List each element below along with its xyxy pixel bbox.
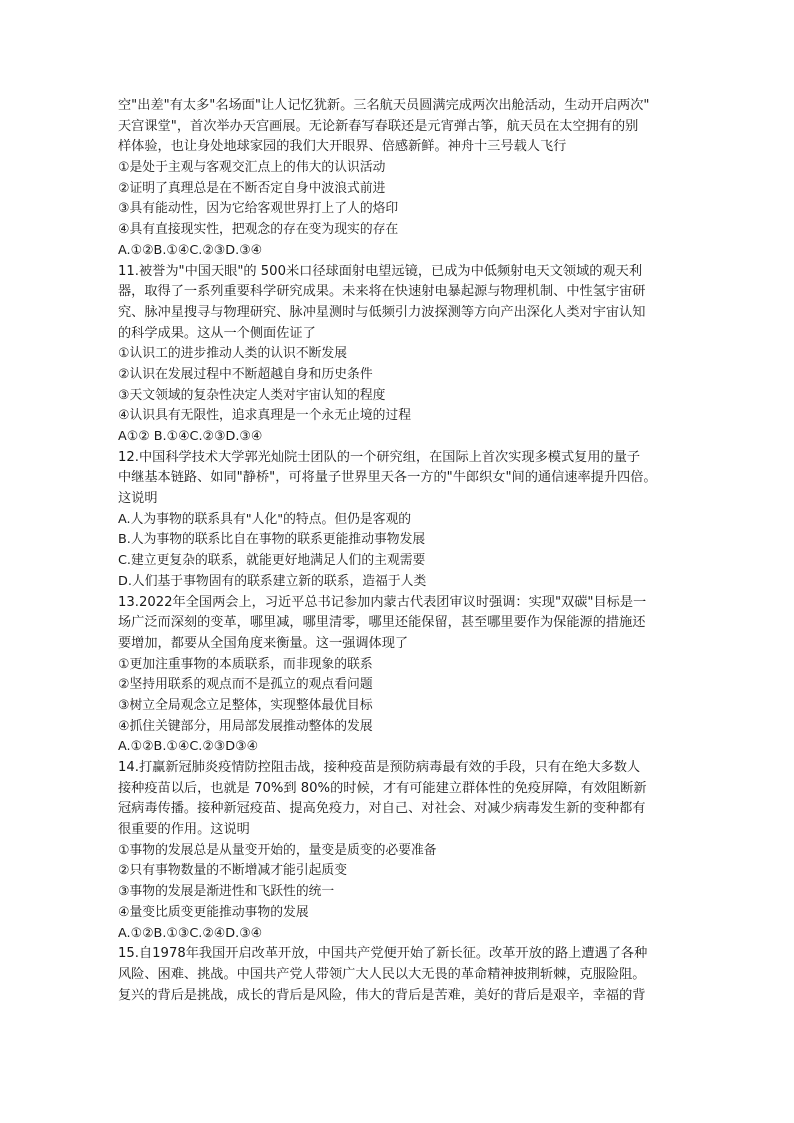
answer-option-line: ③天文领域的复杂性决定人类对宇宙认知的程度 <box>118 387 386 403</box>
question-text-line: 器，取得了一系列重要科学研究成果。未来将在快速射电暴起源与物理机制、中性氢宇宙研 <box>118 284 646 300</box>
answer-option-line: ②认识在发展过程中不断超越自身和历史条件 <box>118 366 373 382</box>
answer-option-line: C.建立更复杂的联系，就能更好地满足人们的主观需要 <box>118 553 426 569</box>
answer-option-line: A.①②B.①③C.②④D.③④ <box>118 925 263 941</box>
answer-option-line: ①是处于主观与客观交汇点上的伟大的认识活动 <box>118 160 386 176</box>
question-text-line: 12.中国科学技术大学郭光灿院士团队的一个研究组，在国际上首次实现多模式复用的量子 <box>118 449 641 465</box>
answer-option-line: A①② B.①④C.②③D.③④ <box>118 429 263 444</box>
answer-option-line: B.人为事物的联系比自在事物的联系更能推动事物发展 <box>118 532 426 548</box>
answer-option-line: ③具有能动性，因为它给客观世界打上了人的烙印 <box>118 201 399 217</box>
answer-option-line: ②只有事物数量的不断增减才能引起质变 <box>118 863 348 879</box>
answer-option-line: A.①②B.①④C.②③D③④ <box>118 739 259 755</box>
question-text-line: 要增加，都要从全国角度来衡量。这一强调体现了 <box>118 635 409 651</box>
answer-option-line: D.人们基于事物固有的联系建立新的联系，造福于人类 <box>118 573 427 589</box>
question-text-line: 复兴的背后是挑战，成长的背后是风险，伟大的背后是苦难，美好的背后是艰辛，幸福的背 <box>118 987 646 1003</box>
question-text-line: 接种疫苗以后，也就是 70%到 80%的时候，才有可能建立群体性的免疫屏障，有效阻断新 <box>118 780 647 796</box>
question-text-line: 中继基本链路、如同"静桥"，可将量子世界里天各一方的"牛郎织女"间的通信速率提升四倍。 <box>118 470 657 486</box>
answer-option-line: ④抓住关键部分，用局部发展推动整体的发展 <box>118 718 373 734</box>
question-text-line: 冠病毒传播。接种新冠疫苗、提高免疫力，对自己、对社会、对减少病毒发生新的变种都有 <box>118 801 646 817</box>
question-text-line: 场广泛而深刻的变革，哪里减，哪里清零，哪里还能保留，甚至哪里要作为保能源的措施还 <box>118 615 646 631</box>
answer-option-line: ③事物的发展是渐进性和飞跃性的统一 <box>118 884 335 900</box>
question-text-line: 11.被誉为"中国天眼"的 500米口径球面射电望远镜，已成为中低频射电天文领域的观天利 <box>118 263 643 279</box>
answer-option-line: ④量变比质变更能推动事物的发展 <box>118 904 309 920</box>
answer-option-line: ①认识工的进步推动人类的认识不断发展 <box>118 346 348 362</box>
question-text-line: 风险、困难、挑战。中国共产党人带领广大人民以大无畏的革命精神披荆斩棘，克服险阻。 <box>118 966 646 982</box>
question-text-line: 14.打赢新冠肺炎疫情防控阻击战，接种疫苗是预防病毒最有效的手段，只有在绝大多数人 <box>118 760 641 775</box>
answer-option-line: ①更加注重事物的本质联系，而非现象的联系 <box>118 656 373 672</box>
question-text-line: 的科学成果。这从一个侧面佐证了 <box>118 325 316 341</box>
question-text-line: 样体验，也让身处地球家园的我们大开眼界、倍感新鲜。神舟十三号载人飞行 <box>118 139 567 155</box>
document-body <box>118 96 678 1006</box>
question-text-line: 究、脉冲星搜寻与物理研究、脉冲星测时与低频引力波探测等方向产出深化人类对宇宙认知 <box>118 304 646 320</box>
answer-option-line: A.人为事物的联系具有"人化"的特点。但仍是客观的 <box>118 511 412 527</box>
question-text-line: 15.自1978年我国开启改革开放，中国共产党便开始了新长征。改革开放的路上遭遇了各种 <box>118 946 648 962</box>
answer-option-line: ②证明了真理总是在不断否定自身中波浪式前进 <box>118 180 386 196</box>
question-text-line: 13.2022年全国两会上，习近平总书记参加内蒙古代表团审议时强调：实现"双碳"目标是一 <box>118 594 647 610</box>
answer-option-line: ③树立全局观念立足整体，实现整体最优目标 <box>118 697 373 713</box>
answer-option-line: ④具有直接现实性，把观念的存在变为现实的存在 <box>118 222 399 238</box>
question-text-line: 这说明 <box>118 491 158 507</box>
answer-option-line: A.①②B.①④C.②③D.③④ <box>118 242 263 258</box>
question-text-line: 很重要的作用。这说明 <box>118 822 250 838</box>
question-text-line: 天宫课堂"，首次举办天宫画展。无论新春写春联还是元宵弹古筝，航天员在太空拥有的别 <box>118 118 639 134</box>
answer-option-line: ④认识具有无限性，追求真理是一个永无止境的过程 <box>118 408 412 424</box>
answer-option-line: ①事物的发展总是从量变开始的，量变是质变的必要准备 <box>118 842 437 858</box>
question-text-line: 空"出差"有太多"名场面"让人记忆犹新。三名航天员圆满完成两次出舱活动，生动开启两次" <box>118 98 650 113</box>
answer-option-line: ②坚持用联系的观点而不是孤立的观点看问题 <box>118 677 373 693</box>
